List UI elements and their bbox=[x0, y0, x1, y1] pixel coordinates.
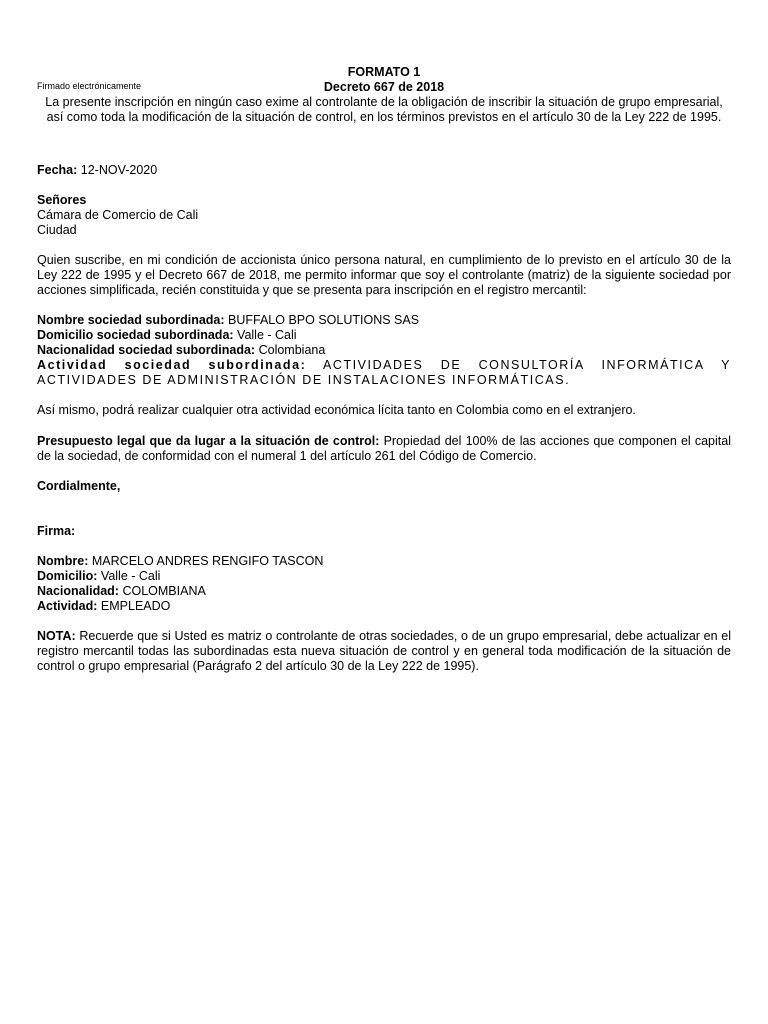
date-label: Fecha: bbox=[37, 163, 78, 177]
subsidiary-activity-label: Actividad sociedad subordinada: bbox=[37, 358, 307, 372]
signer-nationality-value: COLOMBIANA bbox=[122, 584, 206, 598]
intro-line-1: La presente inscripción en ningún caso exime al controlante de la obligación de inscribir la situación de grupo empresarial, bbox=[45, 95, 723, 109]
document-subtitle: Decreto 667 de 2018 bbox=[323, 80, 445, 94]
subsidiary-name-line bbox=[37, 313, 731, 328]
signer-activity-value: EMPLEADO bbox=[100, 599, 171, 613]
closing: Cordialmente, bbox=[37, 479, 121, 493]
document-title: FORMATO 1 bbox=[347, 65, 421, 79]
legal-value: Propiedad del 100% de las acciones que componen el capital de la sociedad, de conformidad con el numeral 1 del artículo 261 del Código de Comercio. bbox=[37, 434, 731, 463]
body-paragraph: Quien suscribe, en mi condición de accionista único persona natural, en cumplimiento de lo previsto en el artículo 30 de la Ley 222 de 1995 y el Decreto 667 de 2018, me permito informar que soy el controlante (matriz) de la siguiente sociedad por acciones simplificada, recién constituida y que se presenta para inscripción en el registro mercantil: bbox=[37, 253, 731, 297]
subsidiary-domicile-line bbox=[37, 328, 731, 343]
date-value: 12-NOV-2020 bbox=[80, 163, 158, 177]
note-label: NOTA: bbox=[37, 629, 76, 643]
subsidiary-activity-line bbox=[37, 358, 731, 388]
intro-paragraph bbox=[37, 95, 731, 125]
addressee-entity: Cámara de Comercio de Cali bbox=[37, 208, 199, 222]
legal-paragraph bbox=[37, 434, 731, 464]
signer-name-label: Nombre: bbox=[37, 554, 89, 568]
subsidiary-domicile-label: Domicilio sociedad subordinada: bbox=[37, 328, 234, 342]
signer-name-value: MARCELO ANDRES RENGIFO TASCON bbox=[91, 554, 324, 568]
signer-activity-label: Actividad: bbox=[37, 599, 98, 613]
signer-name-line bbox=[37, 554, 731, 569]
subsidiary-activity-value: ACTIVIDADES DE CONSULTORÍA INFORMÁTICA Y ACTIVIDADES DE ADMINISTRACIÓN DE INSTALACIONES INFORMÁTICAS. bbox=[37, 358, 731, 387]
note-paragraph bbox=[37, 629, 731, 674]
subsidiary-details bbox=[37, 313, 731, 388]
intro-line-2: así como toda la modificación de la situación de control, en los términos previstos en el artículo 30 de la Ley 222 de 1995. bbox=[46, 110, 722, 124]
note-text: Recuerde que si Usted es matriz o controlante de otras sociedades, o de un grupo empresarial, debe actualizar en el registro mercantil todas las subordinadas esta nueva situación de control y en general toda modificación de la situación de control o grupo empresarial (Parágrafo 2 del artículo 30 de la Ley 222 de 1995). bbox=[37, 629, 731, 673]
addressee bbox=[37, 193, 731, 238]
signer-details bbox=[37, 554, 731, 614]
subsidiary-domicile-value: Valle - Cali bbox=[237, 328, 297, 342]
subsidiary-nationality-value: Colombiana bbox=[258, 343, 326, 357]
signature-label: Firma: bbox=[37, 524, 76, 538]
signer-domicile-label: Domicilio: bbox=[37, 569, 98, 583]
signer-nationality-label: Nacionalidad: bbox=[37, 584, 119, 598]
addressee-city: Ciudad bbox=[37, 223, 77, 237]
subsidiary-nationality-line bbox=[37, 343, 731, 358]
legal-label: Presupuesto legal que da lugar a la situación de control: bbox=[37, 434, 380, 448]
salutation: Señores bbox=[37, 193, 87, 207]
subsidiary-name-value: BUFFALO BPO SOLUTIONS SAS bbox=[228, 313, 420, 327]
signer-domicile-value: Valle - Cali bbox=[100, 569, 161, 583]
subsidiary-nationality-label: Nacionalidad sociedad subordinada: bbox=[37, 343, 256, 357]
signed-note: Firmado electrónicamente bbox=[37, 81, 142, 91]
signer-domicile-line bbox=[37, 569, 731, 584]
signer-nationality-line bbox=[37, 584, 731, 599]
also-paragraph: Así mismo, podrá realizar cualquier otra actividad económica lícita tanto en Colombia como en el extranjero. bbox=[37, 403, 636, 417]
subsidiary-name-label: Nombre sociedad subordinada: bbox=[37, 313, 225, 327]
date-line bbox=[37, 163, 731, 178]
signer-activity-line bbox=[37, 599, 731, 614]
